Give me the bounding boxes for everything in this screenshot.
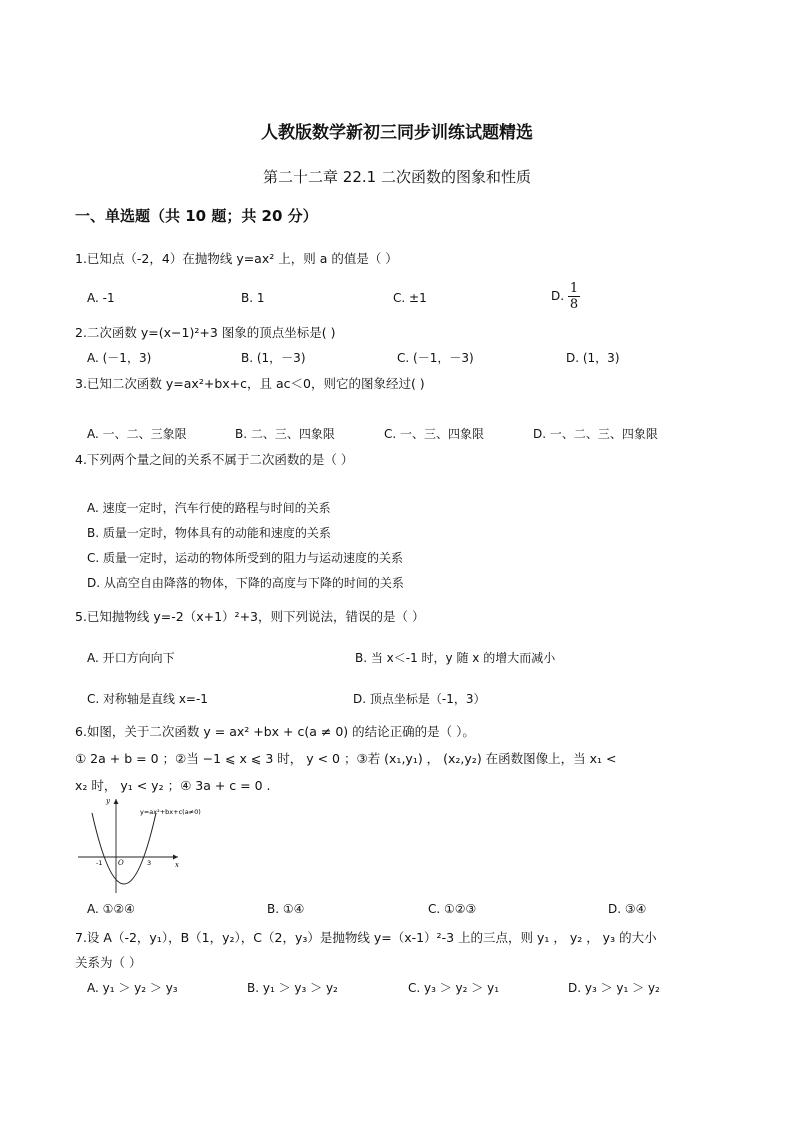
q6-stem-line1: 6.如图，关于二次函数 y = ax² +bx + c(a ≠ 0) 的结论正确的是（ ）。 <box>75 724 475 739</box>
fraction-denominator: 8 <box>569 297 579 312</box>
x-axis-arrow <box>173 855 178 860</box>
q2-option-a[interactable]: A. (－1，3) <box>87 351 152 365</box>
y-axis-arrow <box>114 799 119 804</box>
document-title: 人教版数学新初三同步训练试题精选 <box>261 123 533 143</box>
q7-option-d[interactable]: D. y₃ ＞ y₁ ＞ y₂ <box>568 981 660 995</box>
q1-option-b[interactable]: B. 1 <box>241 291 265 305</box>
q4-option-c[interactable]: C. 质量一定时，运动的物体所受到的阻力与运动速度的关系 <box>87 551 404 565</box>
y-axis-label: y <box>106 797 110 805</box>
fraction <box>568 281 580 312</box>
q6-stem-line2: ① 2a + b = 0 ；②当 −1 ⩽ x ⩽ 3 时， y < 0 ；③若 (x₁,y₁) ， (x₂,y₂) 在函数图像上，当 x₁ < <box>75 751 617 766</box>
parabola-curve <box>92 813 156 884</box>
q4-option-a[interactable]: A. 速度一定时，汽车行使的路程与时间的关系 <box>87 501 331 515</box>
q1-option-d[interactable] <box>551 281 580 312</box>
q2-option-b[interactable]: B. (1，－3) <box>241 351 306 365</box>
q6-option-b[interactable]: B. ①④ <box>267 902 305 916</box>
chapter-subtitle: 第二十二章 22.1 二次函数的图象和性质 <box>263 168 531 186</box>
q2-stem: 2.二次函数 y=(x−1)²+3 图象的顶点坐标是( ) <box>75 325 336 340</box>
q1-stem: 1.已知点（-2，4）在抛物线 y=ax² 上，则 a 的值是（ ） <box>75 251 398 266</box>
equation-label: y=ax²+bx+c(a≠0) <box>140 808 201 816</box>
q3-option-a[interactable]: A. 一、二、三象限 <box>87 427 187 441</box>
parabola-graph <box>76 795 211 895</box>
q5-option-d[interactable]: D. 顶点坐标是（-1，3） <box>353 692 486 706</box>
origin-label: O <box>118 859 124 867</box>
q7-option-a[interactable]: A. y₁ ＞ y₂ ＞ y₃ <box>87 981 178 995</box>
fraction-numerator: 1 <box>569 281 579 296</box>
q2-option-d[interactable]: D. (1，3) <box>566 351 620 365</box>
x-axis-label: x <box>175 861 179 869</box>
q3-option-c[interactable]: C. 一、三、四象限 <box>384 427 485 441</box>
q3-stem: 3.已知二次函数 y=ax²+bx+c，且 ac＜0，则它的图象经过( ) <box>75 376 425 391</box>
q7-option-b[interactable]: B. y₁ ＞ y₃ ＞ y₂ <box>247 981 338 995</box>
q6-option-d[interactable]: D. ③④ <box>608 902 647 916</box>
q5-option-b[interactable]: B. 当 x＜-1 时，y 随 x 的增大而减小 <box>355 651 556 665</box>
q5-stem: 5.已知抛物线 y=-2（x+1）²+3，则下列说法，错误的是（ ） <box>75 609 425 624</box>
q1-option-d-prefix: D. <box>551 289 565 303</box>
q6-option-c[interactable]: C. ①②③ <box>428 902 477 916</box>
q4-stem: 4.下列两个量之间的关系不属于二次函数的是（ ） <box>75 452 354 467</box>
q5-option-a[interactable]: A. 开口方向向下 <box>87 651 175 665</box>
tick-label-neg1: -1 <box>96 859 103 867</box>
q3-option-b[interactable]: B. 二、三、四象限 <box>235 427 335 441</box>
tick-label-3: 3 <box>147 859 152 867</box>
q4-option-d[interactable]: D. 从高空自由降落的物体，下降的高度与下降的时间的关系 <box>87 576 404 590</box>
q2-option-c[interactable]: C. (－1，－3) <box>397 351 474 365</box>
q6-option-a[interactable]: A. ①②④ <box>87 902 135 916</box>
q1-option-a[interactable]: A. -1 <box>87 291 115 305</box>
q1-option-c[interactable]: C. ±1 <box>393 291 427 305</box>
q6-stem-line3: x₂ 时， y₁ < y₂ ；④ 3a + c = 0 . <box>75 778 271 793</box>
q3-option-d[interactable]: D. 一、二、三、四象限 <box>533 427 658 441</box>
q5-option-c[interactable]: C. 对称轴是直线 x=-1 <box>87 692 208 706</box>
q7-stem-line2: 关系为（ ） <box>75 955 142 970</box>
q7-stem-line1: 7.设 A（-2，y₁），B（1，y₂），C（2，y₃）是抛物线 y=（x-1）²-3 上的三点，则 y₁ ， y₂ ， y₃ 的大小 <box>75 930 657 945</box>
section-heading: 一、单选题（共 10 题；共 20 分） <box>75 207 318 225</box>
q7-option-c[interactable]: C. y₃ ＞ y₂ ＞ y₁ <box>408 981 500 995</box>
q4-option-b[interactable]: B. 质量一定时，物体具有的动能和速度的关系 <box>87 526 331 540</box>
